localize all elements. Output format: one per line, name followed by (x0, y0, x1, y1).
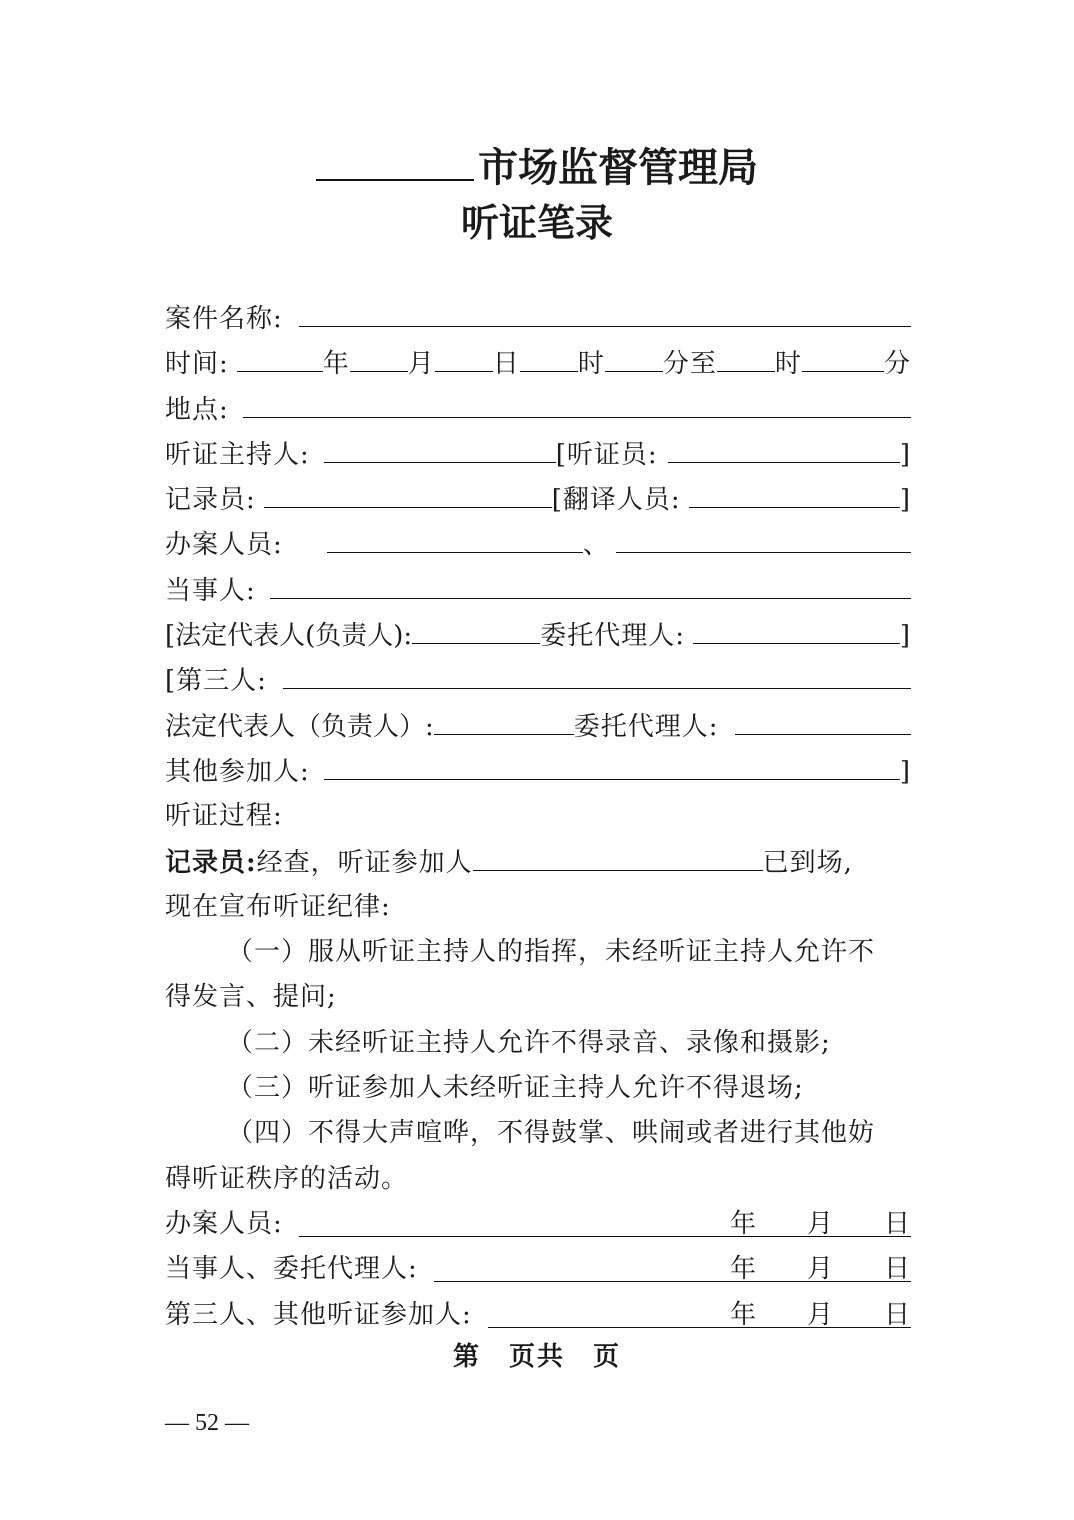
host-field[interactable] (324, 432, 556, 463)
title-form-name: 听证笔录 (460, 200, 613, 245)
legal-rep-bracket-label: [法定代表人(负责人): (165, 621, 413, 652)
recorder-statement-end: 已到场, (762, 847, 853, 878)
row-place (165, 387, 911, 432)
row-recorder-statement (165, 840, 911, 885)
process-label: 听证过程: (165, 801, 283, 832)
hearing-officer-field[interactable] (668, 432, 900, 463)
title-agency: 市场监督管理局 (478, 144, 758, 191)
hour-field[interactable] (520, 341, 578, 372)
signature-field[interactable] (488, 1293, 911, 1328)
recorder-field[interactable] (264, 477, 552, 508)
signature-year-label: 年 (729, 1208, 757, 1239)
recorder-statement-label: 记录员: (165, 847, 257, 878)
case-handler-2-field[interactable] (616, 522, 911, 553)
month-label: 月 (407, 349, 435, 380)
case-name-field[interactable] (299, 296, 911, 327)
minute-to-label: 分至 (662, 349, 717, 380)
row-recorder (165, 477, 911, 522)
recorder-statement-text: 经查，听证参加人 (256, 847, 473, 878)
agency-name-blank[interactable] (316, 135, 474, 181)
signature-year-label: 年 (729, 1299, 757, 1330)
row-host (165, 432, 911, 477)
legal-rep-label: 法定代表人（负责人）: (165, 711, 434, 742)
signature-day-label: 日 (883, 1254, 911, 1285)
year-field[interactable] (237, 341, 323, 372)
agent2-field[interactable] (735, 704, 911, 735)
party-field[interactable] (270, 568, 911, 599)
third-party-label: [第三人: (165, 666, 267, 697)
page-number: — 52 — (165, 1410, 249, 1436)
day-field[interactable] (435, 341, 493, 372)
hour-label: 时 (577, 349, 605, 380)
row-legal-rep (165, 704, 911, 749)
attendees-field[interactable] (473, 840, 763, 871)
year-label: 年 (322, 349, 350, 380)
agent2-label: 委托代理人: (573, 711, 719, 742)
signature-month-label: 月 (806, 1208, 834, 1239)
signature-third-party (165, 1293, 911, 1338)
row-other-participants (165, 749, 911, 794)
hearing-officer-label: [听证员: (555, 439, 658, 470)
end-hour-field[interactable] (717, 341, 775, 372)
row-time (165, 341, 911, 386)
signature-year-label: 年 (729, 1254, 757, 1285)
row-case-name (165, 296, 911, 341)
end-hour-label: 时 (774, 349, 802, 380)
signature-label: 办案人员: (165, 1208, 283, 1239)
day-label: 日 (492, 349, 520, 380)
document-title (0, 135, 1074, 251)
month-field[interactable] (350, 341, 408, 372)
signature-field[interactable] (434, 1247, 911, 1285)
end-minute-label: 分 (883, 349, 911, 380)
row-third-party (165, 658, 911, 703)
translator-label: [翻译人员: (551, 485, 681, 516)
rule-1-line2: 得发言、提问; (165, 982, 337, 1013)
translator-field[interactable] (689, 477, 900, 508)
page-count: 第 页共 页 (452, 1342, 621, 1372)
rule-4-line2: 碍听证秩序的活动。 (165, 1163, 409, 1194)
legal-rep-bracket-field[interactable] (412, 613, 540, 644)
agent-label: 委托代理人: (540, 621, 685, 652)
signature-case-handlers (165, 1202, 911, 1247)
title-agency-line (0, 135, 1074, 189)
close-bracket: ] (899, 756, 911, 787)
close-bracket: ] (899, 439, 911, 470)
place-label: 地点: (165, 394, 229, 425)
close-bracket: ] (899, 485, 911, 516)
other-participants-field[interactable] (324, 749, 900, 780)
rule-1-line1: （一）服从听证主持人的指挥，未经听证主持人允许不 (227, 937, 876, 968)
case-handler-1-field[interactable] (327, 522, 583, 553)
case-name-label: 案件名称: (165, 304, 283, 334)
agent-field[interactable] (693, 613, 900, 644)
row-legal-rep-bracket (165, 613, 911, 658)
recorder-label: 记录员: (165, 485, 256, 516)
legal-rep-field[interactable] (434, 704, 574, 735)
announce-discipline: 现在宣布听证纪律: (165, 891, 391, 922)
third-party-field[interactable] (283, 658, 911, 689)
case-handlers-label: 办案人员: (165, 530, 283, 561)
other-participants-label: 其他参加人: (165, 756, 310, 787)
form-body (165, 296, 911, 1338)
close-bracket: ] (899, 621, 911, 652)
signature-party-agent (165, 1247, 911, 1292)
signature-label: 第三人、其他听证参加人: (165, 1299, 472, 1330)
signature-label: 当事人、委托代理人: (165, 1254, 418, 1285)
party-label: 当事人: (165, 575, 256, 606)
rule-4-line1: （四）不得大声喧哗，不得鼓掌、哄闹或者进行其他妨 (227, 1118, 876, 1149)
signature-month-label: 月 (806, 1254, 834, 1285)
separator: 、 (582, 530, 610, 561)
host-label: 听证主持人: (165, 439, 310, 470)
row-party (165, 568, 911, 613)
signature-day-label: 日 (883, 1299, 911, 1330)
row-process (165, 794, 911, 839)
place-field[interactable] (243, 387, 911, 418)
signature-month-label: 月 (806, 1299, 834, 1330)
rule-3: （三）听证参加人未经听证主持人允许不得退场; (227, 1073, 804, 1104)
end-minute-field[interactable] (802, 341, 884, 372)
time-label: 时间: (165, 349, 229, 380)
signature-day-label: 日 (883, 1208, 911, 1239)
minute-field[interactable] (605, 341, 663, 372)
rule-2: （二）未经听证主持人允许不得录音、录像和摄影; (227, 1027, 831, 1058)
row-case-handlers (165, 522, 911, 567)
signature-field[interactable] (299, 1202, 911, 1237)
